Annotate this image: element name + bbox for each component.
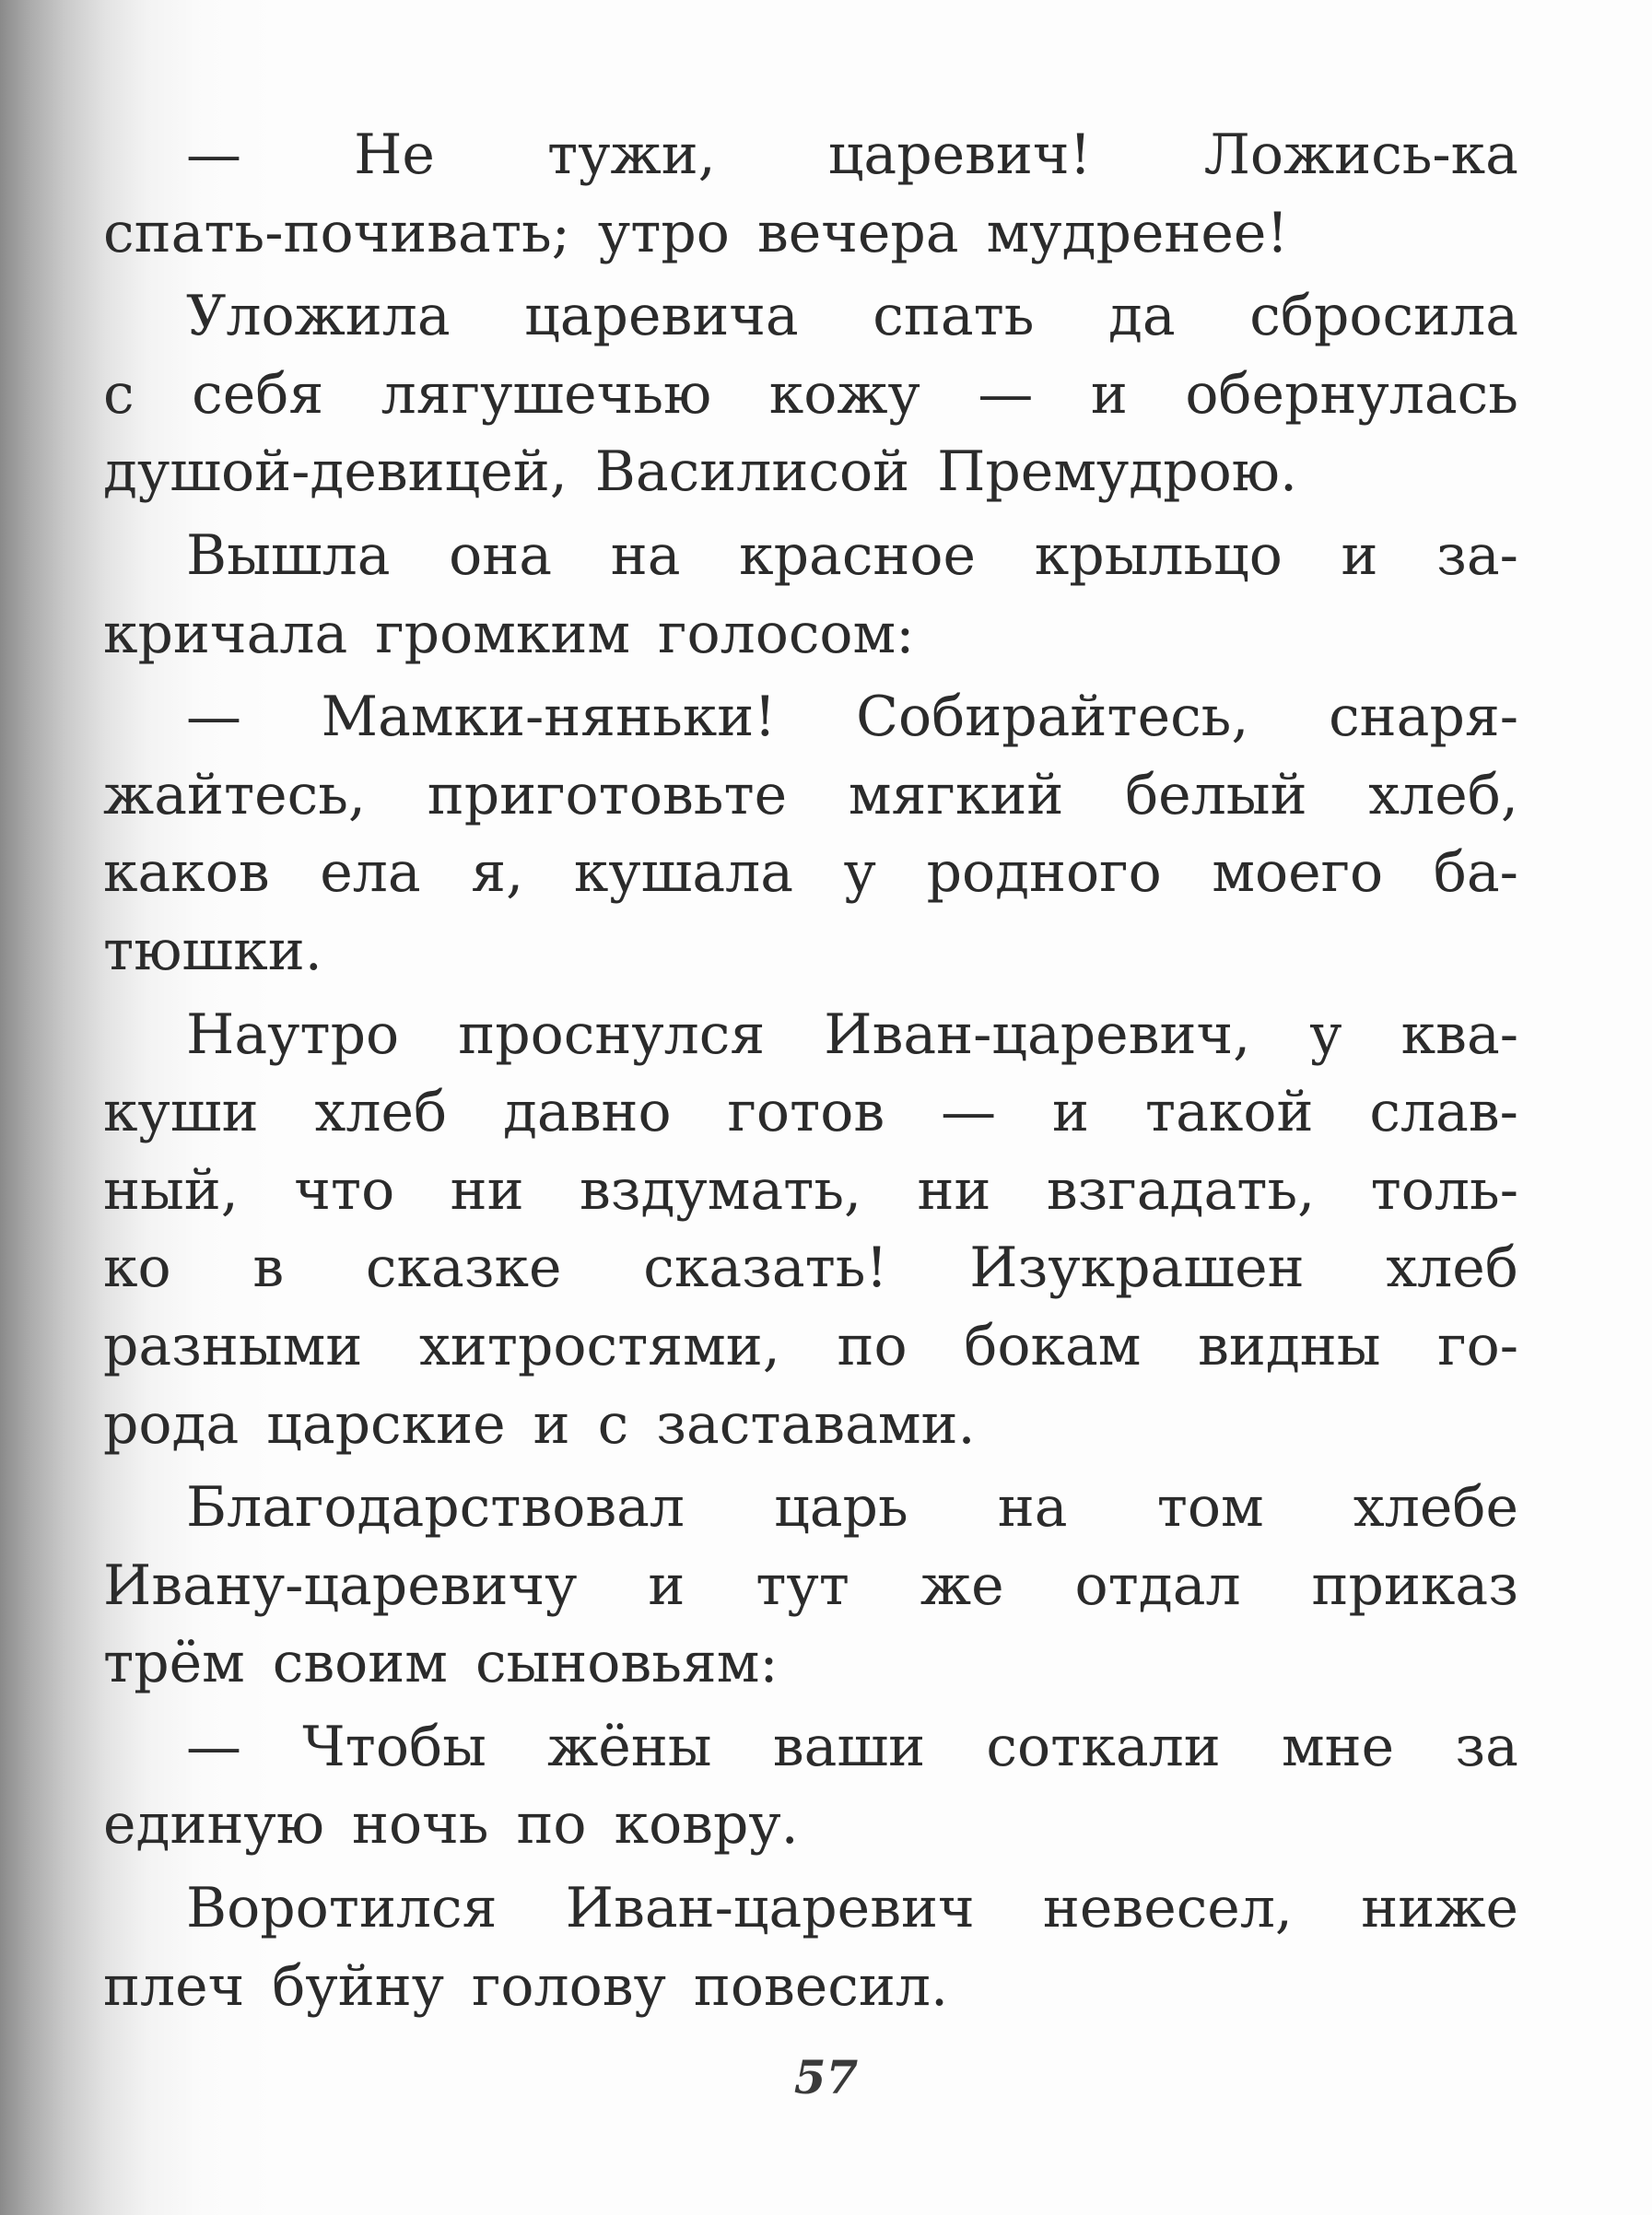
word: ела: [320, 840, 421, 906]
word: царевича: [524, 284, 799, 349]
word: мягкий: [848, 762, 1064, 827]
word: взгадать,: [1046, 1157, 1316, 1223]
word: вздумать,: [579, 1157, 862, 1223]
text-line: [103, 1547, 1518, 1625]
word: что: [294, 1157, 395, 1223]
word: проснулся: [458, 1002, 766, 1067]
word: в: [252, 1236, 285, 1301]
word: утро: [597, 200, 730, 265]
word: за: [1455, 1714, 1518, 1779]
word: громким: [375, 601, 631, 666]
paragraph: [103, 1869, 1518, 2025]
page-text: [103, 116, 1518, 2025]
word: царь: [774, 1475, 908, 1541]
text-line: [103, 912, 1518, 990]
word: обернулась: [1185, 361, 1518, 427]
word: голосом:: [658, 601, 915, 666]
word: такой: [1144, 1080, 1314, 1145]
word: хлеб: [1386, 1236, 1518, 1301]
word: Вышла: [186, 522, 391, 588]
word: Уложила: [186, 284, 451, 349]
word: хитростями,: [418, 1313, 780, 1378]
word: хлеб: [314, 1080, 448, 1145]
word: разными: [103, 1313, 363, 1378]
word: —: [978, 361, 1034, 427]
word: —: [186, 123, 241, 187]
word: бокам: [964, 1313, 1142, 1378]
text-line: [103, 1229, 1518, 1307]
word: каков: [103, 840, 270, 906]
text-line: [103, 1307, 1518, 1386]
paragraph: [103, 517, 1518, 673]
paragraph: [103, 277, 1518, 511]
word: тут: [756, 1553, 849, 1618]
word: Ложись-ка: [1203, 123, 1518, 187]
word: по: [516, 1792, 587, 1858]
word: заставами.: [656, 1391, 976, 1457]
word: повесил.: [693, 1953, 949, 2019]
word: соткали: [986, 1714, 1221, 1779]
word: Ивану-царевичу: [103, 1553, 578, 1618]
word: с: [103, 361, 135, 427]
word: ковру.: [614, 1792, 799, 1858]
text-line: [103, 834, 1518, 912]
word: и: [1051, 1080, 1089, 1145]
page-number: 57: [793, 2050, 859, 2104]
word: сказке: [365, 1236, 562, 1301]
word: —: [186, 1714, 241, 1779]
paragraph: [103, 996, 1518, 1464]
word: готов: [727, 1080, 885, 1145]
word: же: [920, 1553, 1004, 1618]
word: хлебе: [1353, 1475, 1518, 1541]
word: у: [1309, 1002, 1342, 1067]
word: Изукрашен: [969, 1236, 1305, 1301]
text-line: [103, 1708, 1518, 1787]
word: куши: [103, 1080, 259, 1145]
text-line: [103, 116, 1518, 194]
text-line: [103, 756, 1518, 835]
word: Мамки-няньки!: [321, 685, 777, 750]
word: том: [1156, 1475, 1264, 1541]
word: царские: [266, 1391, 506, 1457]
word: у: [843, 840, 876, 906]
word: толь-: [1370, 1157, 1518, 1223]
word: лягушечью: [381, 361, 712, 427]
word: буйну: [272, 1953, 444, 2019]
word: сказать!: [643, 1236, 888, 1301]
word: спать: [873, 284, 1035, 349]
word: себя: [192, 361, 324, 427]
text-line: [103, 1786, 1518, 1864]
word: спать-почивать;: [103, 200, 570, 265]
word: трём: [103, 1631, 245, 1696]
word: белый: [1125, 762, 1307, 827]
word: Иван-царевич,: [824, 1002, 1251, 1067]
word: мудренее!: [986, 200, 1289, 265]
paragraph: [103, 116, 1518, 272]
word: Собирайтесь,: [856, 685, 1249, 750]
text-line: [103, 1073, 1518, 1152]
word: по: [837, 1313, 908, 1378]
text-line: [103, 1152, 1518, 1230]
word: видны: [1198, 1313, 1381, 1378]
word: ни: [917, 1157, 991, 1223]
text-line: [103, 1948, 1518, 2026]
word: крыльцо: [1034, 522, 1283, 588]
word: —: [941, 1080, 997, 1145]
word: своим: [272, 1631, 448, 1696]
word: —: [186, 685, 241, 750]
word: ниже: [1361, 1876, 1518, 1941]
text-line: [103, 1386, 1518, 1464]
word: ква-: [1400, 1002, 1518, 1067]
word: родного: [926, 840, 1162, 906]
word: моего: [1212, 840, 1384, 906]
word: красное: [739, 522, 977, 588]
text-line: [103, 1869, 1518, 1948]
word: и: [648, 1553, 685, 1618]
word: с: [597, 1391, 629, 1457]
word: и: [533, 1391, 570, 1457]
text-line: [103, 1624, 1518, 1703]
word: Наутро: [186, 1002, 400, 1067]
word: тюшки.: [103, 918, 322, 983]
word: кричала: [103, 601, 348, 666]
word: кожу: [768, 361, 920, 427]
paragraph: [103, 1469, 1518, 1703]
word: плеч: [103, 1953, 245, 2019]
text-line: [103, 517, 1518, 595]
word: ба-: [1433, 840, 1518, 906]
word: ваши: [772, 1714, 926, 1779]
word: слав-: [1369, 1080, 1518, 1145]
word: жайтесь,: [103, 762, 366, 827]
word: го-: [1437, 1313, 1518, 1378]
paragraph: [103, 678, 1518, 990]
word: царевич!: [827, 123, 1092, 187]
word: тужи,: [547, 123, 716, 187]
word: и: [1090, 361, 1128, 427]
word: я,: [471, 840, 524, 906]
text-line: [103, 996, 1518, 1074]
text-line: [103, 356, 1518, 434]
word: рода: [103, 1391, 240, 1457]
word: Иван-царевич: [565, 1876, 975, 1941]
text-line: [103, 277, 1518, 356]
word: ночь: [351, 1792, 489, 1858]
word: за-: [1436, 522, 1518, 588]
word: Василисой: [594, 439, 910, 505]
word: на: [610, 522, 681, 588]
word: и: [1341, 522, 1378, 588]
word: вечера: [756, 200, 959, 265]
text-line: [103, 678, 1518, 756]
text-line: [103, 595, 1518, 674]
word: снаря-: [1329, 685, 1518, 750]
word: Воротился: [186, 1876, 498, 1941]
word: сыновьям:: [475, 1631, 779, 1696]
word: мне: [1281, 1714, 1395, 1779]
word: Премудрою.: [937, 439, 1298, 505]
word: хлеб,: [1368, 762, 1518, 827]
word: Чтобы: [302, 1714, 486, 1779]
word: приготовьте: [427, 762, 788, 827]
word: ко: [103, 1236, 171, 1301]
text-line: [103, 1469, 1518, 1547]
word: ни: [450, 1157, 524, 1223]
word: единую: [103, 1792, 324, 1858]
text-line: [103, 433, 1518, 511]
word: сбросила: [1249, 284, 1518, 349]
paragraph: [103, 1708, 1518, 1864]
text-line: [103, 194, 1518, 273]
word: кушала: [573, 840, 794, 906]
word: невесел,: [1042, 1876, 1294, 1941]
word: да: [1107, 284, 1176, 349]
word: давно: [502, 1080, 672, 1145]
word: отдал: [1074, 1553, 1241, 1618]
word: ный,: [103, 1157, 239, 1223]
word: жёны: [547, 1714, 712, 1779]
word: голову: [472, 1953, 666, 2019]
word: на: [997, 1475, 1068, 1541]
word: она: [449, 522, 553, 588]
word: Не: [354, 123, 435, 187]
word: душой-девицей,: [103, 439, 568, 505]
word: Благодарствовал: [186, 1475, 685, 1541]
word: приказ: [1311, 1553, 1518, 1618]
